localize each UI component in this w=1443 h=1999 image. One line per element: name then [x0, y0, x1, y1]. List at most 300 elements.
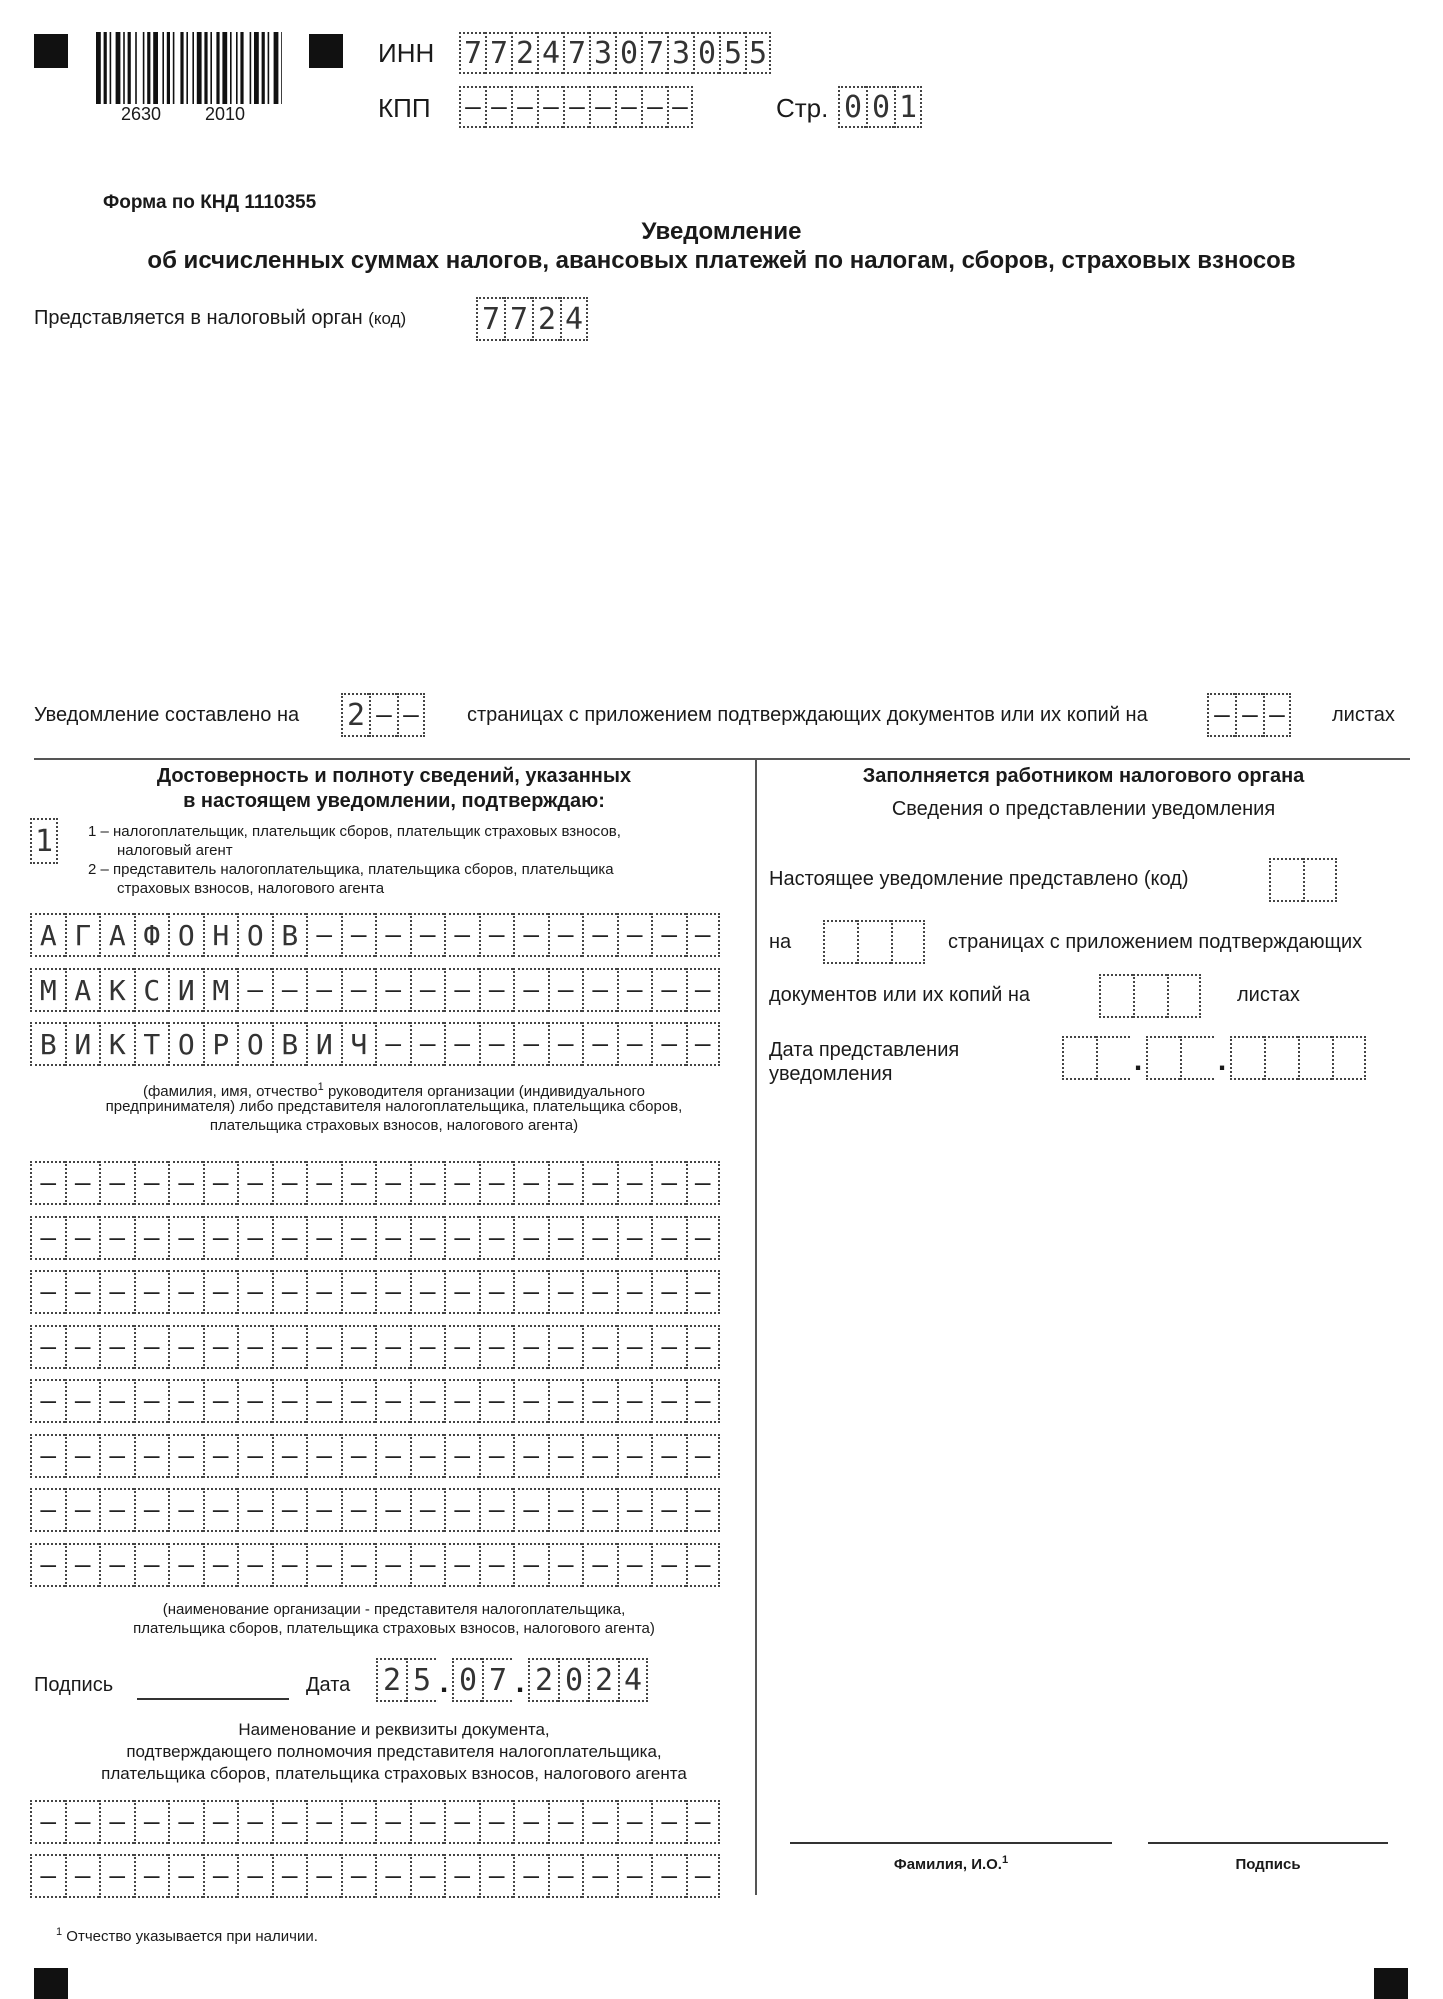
char-cell[interactable] — [617, 1216, 652, 1260]
char-cell[interactable] — [410, 1022, 445, 1066]
char-cell[interactable] — [237, 1854, 272, 1898]
char-cell[interactable] — [686, 1022, 721, 1066]
char-cell[interactable] — [651, 1379, 686, 1423]
char-cell[interactable] — [168, 1325, 203, 1369]
char-cell[interactable] — [667, 86, 693, 128]
char-cell[interactable] — [479, 1216, 514, 1260]
char-cell[interactable] — [651, 1543, 686, 1587]
char-cell[interactable] — [168, 1379, 203, 1423]
char-cell[interactable] — [341, 1800, 376, 1844]
char-cell[interactable]: В — [272, 913, 307, 957]
char-cell[interactable] — [651, 968, 686, 1012]
char-cell[interactable] — [410, 1216, 445, 1260]
char-cell[interactable] — [30, 1800, 65, 1844]
char-cell[interactable]: 3 — [667, 32, 693, 74]
char-cell[interactable] — [686, 968, 721, 1012]
char-cell[interactable] — [272, 1800, 307, 1844]
char-cell[interactable] — [30, 1434, 65, 1478]
char-cell[interactable]: 1 — [30, 818, 58, 864]
char-cell[interactable] — [1133, 974, 1167, 1018]
char-cell[interactable] — [65, 1325, 100, 1369]
received-pages-cells[interactable] — [823, 920, 925, 964]
char-cell[interactable] — [513, 1854, 548, 1898]
char-cell[interactable] — [203, 1800, 238, 1844]
char-cell[interactable] — [375, 1325, 410, 1369]
char-cell[interactable] — [30, 1270, 65, 1314]
char-cell[interactable] — [410, 968, 445, 1012]
char-cell[interactable] — [410, 1488, 445, 1532]
char-cell[interactable] — [272, 1325, 307, 1369]
char-cell[interactable] — [513, 968, 548, 1012]
char-cell[interactable] — [134, 1216, 169, 1260]
char-cell[interactable] — [686, 1270, 721, 1314]
char-cell[interactable] — [341, 1434, 376, 1478]
char-cell[interactable] — [617, 1325, 652, 1369]
char-cell[interactable] — [341, 1543, 376, 1587]
char-cell[interactable] — [641, 86, 667, 128]
char-cell[interactable]: 5 — [745, 32, 771, 74]
char-cell[interactable]: 7 — [485, 32, 511, 74]
char-cell[interactable] — [548, 1543, 583, 1587]
organization-name-row[interactable] — [30, 1161, 720, 1205]
char-cell[interactable] — [444, 1800, 479, 1844]
char-cell[interactable]: 1 — [894, 86, 922, 128]
char-cell[interactable] — [582, 1854, 617, 1898]
char-cell[interactable]: С — [134, 968, 169, 1012]
officer-signature-line[interactable] — [1148, 1842, 1388, 1844]
char-cell[interactable] — [237, 1325, 272, 1369]
char-cell[interactable] — [203, 1270, 238, 1314]
char-cell[interactable] — [617, 1543, 652, 1587]
char-cell[interactable] — [203, 1434, 238, 1478]
char-cell[interactable] — [203, 1325, 238, 1369]
char-cell[interactable] — [306, 913, 341, 957]
char-cell[interactable] — [686, 1434, 721, 1478]
char-cell[interactable]: Р — [203, 1022, 238, 1066]
char-cell[interactable] — [168, 1216, 203, 1260]
char-cell[interactable] — [444, 1434, 479, 1478]
char-cell[interactable]: А — [30, 913, 65, 957]
authority-document-row[interactable] — [30, 1800, 720, 1844]
char-cell[interactable] — [891, 920, 925, 964]
char-cell[interactable]: М — [30, 968, 65, 1012]
char-cell[interactable] — [237, 1161, 272, 1205]
char-cell[interactable] — [203, 1854, 238, 1898]
char-cell[interactable] — [134, 1488, 169, 1532]
char-cell[interactable] — [479, 1022, 514, 1066]
char-cell[interactable] — [444, 1325, 479, 1369]
char-cell[interactable] — [857, 920, 891, 964]
char-cell[interactable] — [479, 1854, 514, 1898]
char-cell[interactable] — [410, 913, 445, 957]
char-cell[interactable] — [589, 86, 615, 128]
char-cell[interactable] — [306, 968, 341, 1012]
char-cell[interactable] — [548, 913, 583, 957]
char-cell[interactable]: 5 — [406, 1658, 436, 1702]
char-cell[interactable]: Ф — [134, 913, 169, 957]
char-cell[interactable] — [99, 1488, 134, 1532]
char-cell[interactable] — [548, 1022, 583, 1066]
char-cell[interactable]: Н — [203, 913, 238, 957]
char-cell[interactable] — [410, 1854, 445, 1898]
char-cell[interactable] — [375, 968, 410, 1012]
char-cell[interactable] — [513, 1216, 548, 1260]
signature-line[interactable] — [137, 1698, 289, 1700]
char-cell[interactable] — [99, 1854, 134, 1898]
char-cell[interactable] — [134, 1543, 169, 1587]
char-cell[interactable]: 7 — [459, 32, 485, 74]
char-cell[interactable] — [444, 1488, 479, 1532]
char-cell[interactable]: 3 — [589, 32, 615, 74]
char-cell[interactable]: 7 — [563, 32, 589, 74]
first-name-cells[interactable] — [30, 968, 720, 1012]
char-cell[interactable] — [410, 1270, 445, 1314]
char-cell[interactable] — [479, 1161, 514, 1205]
char-cell[interactable] — [410, 1800, 445, 1844]
char-cell[interactable] — [341, 1216, 376, 1260]
page-number-cells[interactable] — [838, 86, 922, 128]
char-cell[interactable]: 5 — [719, 32, 745, 74]
char-cell[interactable] — [168, 1854, 203, 1898]
char-cell[interactable] — [65, 1379, 100, 1423]
char-cell[interactable] — [30, 1161, 65, 1205]
char-cell[interactable] — [237, 968, 272, 1012]
signature-date-cells[interactable] — [376, 1658, 648, 1702]
char-cell[interactable]: 4 — [560, 297, 588, 341]
char-cell[interactable] — [410, 1379, 445, 1423]
char-cell[interactable] — [410, 1161, 445, 1205]
char-cell[interactable]: 0 — [866, 86, 894, 128]
char-cell[interactable] — [485, 86, 511, 128]
char-cell[interactable] — [168, 1800, 203, 1844]
char-cell[interactable] — [99, 1379, 134, 1423]
char-cell[interactable] — [341, 1270, 376, 1314]
char-cell[interactable]: 2 — [532, 297, 560, 341]
char-cell[interactable] — [686, 1488, 721, 1532]
char-cell[interactable] — [582, 1800, 617, 1844]
char-cell[interactable]: 0 — [838, 86, 866, 128]
char-cell[interactable] — [617, 1379, 652, 1423]
char-cell[interactable] — [30, 1543, 65, 1587]
char-cell[interactable] — [479, 1325, 514, 1369]
char-cell[interactable] — [99, 1434, 134, 1478]
char-cell[interactable]: О — [237, 913, 272, 957]
char-cell[interactable] — [513, 1379, 548, 1423]
char-cell[interactable] — [651, 1022, 686, 1066]
char-cell[interactable] — [375, 913, 410, 957]
char-cell[interactable] — [617, 968, 652, 1012]
char-cell[interactable] — [615, 86, 641, 128]
char-cell[interactable] — [511, 86, 537, 128]
char-cell[interactable] — [272, 968, 307, 1012]
authority-document-row[interactable] — [30, 1854, 720, 1898]
char-cell[interactable] — [134, 1434, 169, 1478]
char-cell[interactable] — [686, 1379, 721, 1423]
char-cell[interactable]: Г — [65, 913, 100, 957]
char-cell[interactable] — [513, 1270, 548, 1314]
char-cell[interactable] — [134, 1854, 169, 1898]
char-cell[interactable] — [134, 1161, 169, 1205]
char-cell[interactable] — [203, 1488, 238, 1532]
char-cell[interactable] — [582, 1379, 617, 1423]
char-cell[interactable]: 2 — [528, 1658, 558, 1702]
char-cell[interactable] — [375, 1854, 410, 1898]
char-cell[interactable] — [65, 1488, 100, 1532]
char-cell[interactable] — [65, 1800, 100, 1844]
char-cell[interactable] — [375, 1543, 410, 1587]
char-cell[interactable] — [30, 1325, 65, 1369]
char-cell[interactable]: 0 — [558, 1658, 588, 1702]
char-cell[interactable] — [444, 1543, 479, 1587]
char-cell[interactable] — [548, 1800, 583, 1844]
char-cell[interactable] — [479, 1488, 514, 1532]
char-cell[interactable]: М — [203, 968, 238, 1012]
char-cell[interactable] — [617, 1161, 652, 1205]
char-cell[interactable] — [341, 1325, 376, 1369]
char-cell[interactable] — [65, 1270, 100, 1314]
char-cell[interactable] — [582, 1022, 617, 1066]
char-cell[interactable] — [99, 1216, 134, 1260]
char-cell[interactable] — [272, 1543, 307, 1587]
char-cell[interactable] — [1096, 1036, 1130, 1080]
char-cell[interactable] — [617, 1854, 652, 1898]
char-cell[interactable] — [168, 1434, 203, 1478]
char-cell[interactable] — [65, 1543, 100, 1587]
char-cell[interactable] — [479, 1800, 514, 1844]
char-cell[interactable] — [30, 1379, 65, 1423]
surname-cells[interactable] — [30, 913, 720, 957]
received-sheets-cells[interactable] — [1099, 974, 1201, 1018]
char-cell[interactable] — [369, 693, 397, 737]
char-cell[interactable] — [306, 1488, 341, 1532]
char-cell[interactable] — [1269, 858, 1303, 902]
char-cell[interactable] — [134, 1325, 169, 1369]
char-cell[interactable] — [1298, 1036, 1332, 1080]
char-cell[interactable] — [686, 1854, 721, 1898]
char-cell[interactable] — [134, 1270, 169, 1314]
char-cell[interactable]: И — [65, 1022, 100, 1066]
char-cell[interactable]: 7 — [482, 1658, 512, 1702]
char-cell[interactable] — [237, 1800, 272, 1844]
char-cell[interactable]: Ч — [341, 1022, 376, 1066]
char-cell[interactable] — [582, 1216, 617, 1260]
char-cell[interactable]: 7 — [641, 32, 667, 74]
char-cell[interactable] — [651, 1488, 686, 1532]
char-cell[interactable] — [582, 1434, 617, 1478]
organization-name-row[interactable] — [30, 1543, 720, 1587]
char-cell[interactable] — [1235, 693, 1263, 737]
presented-code-cells[interactable] — [1269, 858, 1337, 902]
char-cell[interactable] — [444, 913, 479, 957]
char-cell[interactable] — [686, 1543, 721, 1587]
char-cell[interactable] — [1146, 1036, 1180, 1080]
char-cell[interactable] — [65, 1216, 100, 1260]
char-cell[interactable] — [99, 1800, 134, 1844]
char-cell[interactable] — [99, 1270, 134, 1314]
char-cell[interactable] — [444, 1161, 479, 1205]
organization-name-row[interactable] — [30, 1325, 720, 1369]
char-cell[interactable] — [651, 1854, 686, 1898]
char-cell[interactable] — [410, 1434, 445, 1478]
char-cell[interactable]: 0 — [452, 1658, 482, 1702]
patronymic-cells[interactable] — [30, 1022, 720, 1066]
char-cell[interactable] — [237, 1216, 272, 1260]
char-cell[interactable]: О — [168, 1022, 203, 1066]
char-cell[interactable] — [1263, 693, 1291, 737]
char-cell[interactable] — [548, 1854, 583, 1898]
char-cell[interactable] — [203, 1543, 238, 1587]
char-cell[interactable] — [397, 693, 425, 737]
char-cell[interactable] — [444, 1379, 479, 1423]
char-cell[interactable] — [1062, 1036, 1096, 1080]
char-cell[interactable]: 0 — [693, 32, 719, 74]
char-cell[interactable]: А — [99, 913, 134, 957]
char-cell[interactable] — [548, 1488, 583, 1532]
char-cell[interactable] — [479, 1379, 514, 1423]
char-cell[interactable] — [237, 1543, 272, 1587]
char-cell[interactable] — [444, 1022, 479, 1066]
char-cell[interactable] — [651, 1216, 686, 1260]
char-cell[interactable] — [651, 913, 686, 957]
char-cell[interactable] — [272, 1216, 307, 1260]
char-cell[interactable] — [513, 1022, 548, 1066]
char-cell[interactable] — [823, 920, 857, 964]
char-cell[interactable] — [479, 1434, 514, 1478]
char-cell[interactable] — [99, 1161, 134, 1205]
char-cell[interactable] — [686, 1800, 721, 1844]
char-cell[interactable] — [375, 1216, 410, 1260]
char-cell[interactable] — [341, 1379, 376, 1423]
char-cell[interactable] — [548, 1216, 583, 1260]
char-cell[interactable] — [272, 1434, 307, 1478]
char-cell[interactable] — [410, 1543, 445, 1587]
char-cell[interactable] — [479, 1543, 514, 1587]
char-cell[interactable] — [479, 968, 514, 1012]
char-cell[interactable] — [548, 1325, 583, 1369]
char-cell[interactable] — [548, 1270, 583, 1314]
tax-authority-code-cells[interactable] — [476, 297, 588, 341]
char-cell[interactable]: О — [237, 1022, 272, 1066]
char-cell[interactable] — [617, 1434, 652, 1478]
organization-name-row[interactable] — [30, 1216, 720, 1260]
organization-name-row[interactable] — [30, 1434, 720, 1478]
char-cell[interactable] — [341, 1854, 376, 1898]
char-cell[interactable] — [513, 1488, 548, 1532]
char-cell[interactable] — [168, 1161, 203, 1205]
char-cell[interactable] — [272, 1488, 307, 1532]
char-cell[interactable] — [1303, 858, 1337, 902]
char-cell[interactable]: В — [30, 1022, 65, 1066]
char-cell[interactable] — [1230, 1036, 1264, 1080]
char-cell[interactable] — [617, 1800, 652, 1844]
char-cell[interactable] — [582, 1270, 617, 1314]
char-cell[interactable] — [459, 86, 485, 128]
char-cell[interactable] — [134, 1800, 169, 1844]
char-cell[interactable]: К — [99, 968, 134, 1012]
char-cell[interactable] — [563, 86, 589, 128]
char-cell[interactable] — [444, 1270, 479, 1314]
char-cell[interactable]: И — [168, 968, 203, 1012]
char-cell[interactable] — [237, 1488, 272, 1532]
char-cell[interactable] — [375, 1434, 410, 1478]
attachment-sheets-cells[interactable] — [1207, 693, 1291, 737]
char-cell[interactable] — [548, 1379, 583, 1423]
char-cell[interactable] — [582, 968, 617, 1012]
submission-date-cells[interactable] — [1062, 1036, 1366, 1080]
char-cell[interactable] — [306, 1216, 341, 1260]
char-cell[interactable] — [375, 1379, 410, 1423]
char-cell[interactable] — [306, 1161, 341, 1205]
char-cell[interactable] — [617, 1022, 652, 1066]
char-cell[interactable] — [1180, 1036, 1214, 1080]
char-cell[interactable] — [548, 968, 583, 1012]
char-cell[interactable] — [582, 1161, 617, 1205]
char-cell[interactable] — [272, 1161, 307, 1205]
char-cell[interactable] — [686, 1161, 721, 1205]
char-cell[interactable]: Т — [134, 1022, 169, 1066]
char-cell[interactable]: О — [168, 913, 203, 957]
char-cell[interactable] — [375, 1270, 410, 1314]
char-cell[interactable] — [272, 1854, 307, 1898]
char-cell[interactable] — [444, 1854, 479, 1898]
char-cell[interactable] — [582, 1543, 617, 1587]
signer-type-cell[interactable] — [30, 818, 58, 864]
char-cell[interactable] — [30, 1216, 65, 1260]
notification-pages-cells[interactable] — [341, 693, 425, 737]
char-cell[interactable] — [65, 1434, 100, 1478]
char-cell[interactable] — [582, 913, 617, 957]
char-cell[interactable] — [686, 913, 721, 957]
char-cell[interactable] — [341, 968, 376, 1012]
organization-name-row[interactable] — [30, 1270, 720, 1314]
char-cell[interactable] — [237, 1270, 272, 1314]
char-cell[interactable]: 2 — [376, 1658, 406, 1702]
char-cell[interactable]: И — [306, 1022, 341, 1066]
char-cell[interactable] — [375, 1488, 410, 1532]
char-cell[interactable] — [168, 1270, 203, 1314]
char-cell[interactable] — [272, 1270, 307, 1314]
char-cell[interactable] — [651, 1800, 686, 1844]
char-cell[interactable] — [513, 1434, 548, 1478]
char-cell[interactable] — [306, 1543, 341, 1587]
char-cell[interactable] — [651, 1270, 686, 1314]
char-cell[interactable] — [65, 1161, 100, 1205]
char-cell[interactable] — [99, 1543, 134, 1587]
char-cell[interactable] — [30, 1488, 65, 1532]
char-cell[interactable] — [168, 1543, 203, 1587]
char-cell[interactable] — [237, 1434, 272, 1478]
char-cell[interactable] — [375, 1161, 410, 1205]
char-cell[interactable] — [479, 1270, 514, 1314]
char-cell[interactable] — [1332, 1036, 1366, 1080]
char-cell[interactable] — [548, 1434, 583, 1478]
char-cell[interactable]: В — [272, 1022, 307, 1066]
char-cell[interactable]: 4 — [618, 1658, 648, 1702]
char-cell[interactable] — [203, 1161, 238, 1205]
char-cell[interactable] — [651, 1434, 686, 1478]
char-cell[interactable] — [686, 1325, 721, 1369]
char-cell[interactable] — [134, 1379, 169, 1423]
char-cell[interactable] — [1167, 974, 1201, 1018]
char-cell[interactable]: 7 — [504, 297, 532, 341]
char-cell[interactable] — [1264, 1036, 1298, 1080]
char-cell[interactable] — [444, 1216, 479, 1260]
char-cell[interactable] — [1207, 693, 1235, 737]
char-cell[interactable]: 0 — [615, 32, 641, 74]
char-cell[interactable]: А — [65, 968, 100, 1012]
char-cell[interactable] — [375, 1022, 410, 1066]
char-cell[interactable] — [272, 1379, 307, 1423]
